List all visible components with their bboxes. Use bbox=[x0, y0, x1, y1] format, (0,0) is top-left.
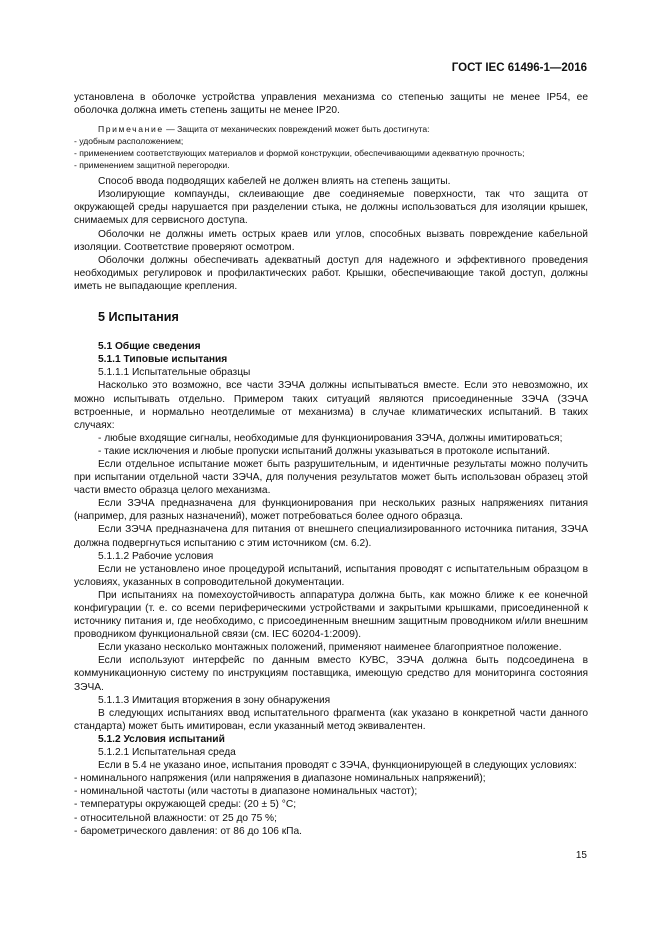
note-item: - применением защитной перегородки. bbox=[74, 160, 230, 171]
paragraph: Насколько это возможно, все части ЗЭЧА должны испытываться вместе. Если это невозможно, их можно испытывать отдельно. Примером таких ситуаций являются присоединенные ЗЭЧА (ЗЭЧА встроенные, и нормально неотделимые от механизма) в случае климатических испытаний. В таких случаях: bbox=[74, 380, 588, 431]
paragraph: Оболочки должны обеспечивать адекватный доступ для надежного и эффективного проведения необходимых регулировок и профилактических работ. Крышки, обеспечивающие такой доступ, должны иметь не выпадающие крепления. bbox=[74, 254, 588, 292]
paragraph: При испытаниях на помехоустойчивость аппаратура должна быть, как можно ближе к ее конечной конфигурации (т. е. со всеми периферическими устройствами и закрытыми крышками, присоединенной к источнику питания и, где необходимо, с присоединенным внешним защитным проводником и/или внешним проводником функциональной связи (см. IEC 60204-1:2009). bbox=[74, 589, 588, 641]
paragraph: Если используют интерфейс по данным вместо КУВС, ЗЭЧА должна быть подсоединена в коммуникационную систему по инструкциям поставщика, имеющую средство для мониторинга состояния ЗЭЧА. bbox=[74, 655, 588, 693]
paragraph: Если указано несколько монтажных положений, применяют наименее благоприятное положение. bbox=[98, 642, 562, 654]
paragraph: Если ЗЭЧА предназначена для питания от внешнего специализированного источника питания, ЗЭЧА должна подвергнуться испытанию с этим источником (см. 6.2). bbox=[74, 524, 588, 549]
note-heading: Примечание bbox=[98, 124, 164, 135]
note-item: - удобным расположением; bbox=[74, 136, 184, 147]
list-item: - номинального напряжения (или напряжения в диапазоне номинальных напряжений); bbox=[74, 773, 486, 785]
clause-heading: 5.1.1.2 Рабочие условия bbox=[98, 550, 214, 562]
page-number: 15 bbox=[575, 850, 587, 861]
paragraph: установлена в оболочке устройства управления механизма со степенью защиты не менее IP54, ее оболочка должна иметь степень защиты не менее IP20. bbox=[74, 92, 588, 117]
note bbox=[74, 123, 588, 135]
list-item: - температуры окружающей среды: (20 ± 5) °С; bbox=[74, 799, 297, 811]
subsection-heading: 5.1.2 Условия испытаний bbox=[98, 733, 225, 745]
section-heading: 5 Испытания bbox=[98, 310, 179, 325]
list-item: - такие исключения и любые пропуски испытаний должны указываться в протоколе испытаний. bbox=[98, 445, 550, 457]
list-item: - любые входящие сигналы, необходимые для функционирования ЗЭЧА, должны имитироваться; bbox=[98, 432, 563, 444]
document-code: ГОСТ IEC 61496-1—2016 bbox=[451, 62, 587, 74]
paragraph: Если отдельное испытание может быть разрушительным, и идентичные результаты можно получить при испытании отдельной части ЗЭЧА, для получения результатов может быть использован образец этой части вместо образца целого механизма. bbox=[74, 458, 588, 497]
list-item: - относительной влажности: от 25 до 75 %; bbox=[74, 812, 277, 824]
note-item: - применением соответствующих материалов и формой конструкции, обеспечивающими адекватную прочность; bbox=[74, 148, 525, 159]
clause-heading: 5.1.2.1 Испытательная среда bbox=[98, 747, 236, 759]
clause-heading: 5.1.1.1 Испытательные образцы bbox=[98, 367, 251, 379]
paragraph: Если ЗЭЧА предназначена для функционирования при нескольких разных напряжениях питания (например, для разных назначений), может потребоваться более одного образца. bbox=[74, 498, 588, 523]
paragraph: Если не установлено иное процедурой испытаний, испытания проводят с испытательным образцом в условиях, указанных в сопроводительной документации. bbox=[74, 563, 588, 588]
note-text: — Защита от механических повреждений может быть достигнута: bbox=[163, 124, 430, 135]
page-body bbox=[74, 91, 588, 838]
paragraph: Если в 5.4 не указано иное, испытания проводят с ЗЭЧА, функционирующей в следующих условиях: bbox=[98, 760, 577, 772]
clause-heading: 5.1.1.3 Имитация вторжения в зону обнаружения bbox=[98, 694, 331, 706]
list-item: - барометрического давления: от 86 до 106 кПа. bbox=[74, 825, 303, 837]
paragraph: Изолирующие компаунды, склеивающие две соединяемые поверхности, так что защита от окружающей среды нарушается при разделении стыка, не должны использоваться для изоляции крышек, снимаемых для сервисного доступа. bbox=[74, 189, 588, 227]
paragraph: В следующих испытаниях ввод испытательного фрагмента (как указано в конкретной части данного стандарта) может быть имитирован, если указанный метод эквивалентен. bbox=[74, 707, 588, 732]
paragraph: Оболочки не должны иметь острых краев или углов, способных вызвать повреждение кабельной изоляции. Соответствие проверяют осмотром. bbox=[74, 228, 588, 253]
paragraph: Способ ввода подводящих кабелей не должен влиять на степень защиты. bbox=[98, 176, 451, 188]
subsection-heading: 5.1.1 Типовые испытания bbox=[98, 354, 228, 366]
list-item: - номинальной частоты (или частоты в диапазоне номинальных частот); bbox=[74, 786, 418, 798]
subsection-heading: 5.1 Общие сведения bbox=[98, 341, 201, 353]
